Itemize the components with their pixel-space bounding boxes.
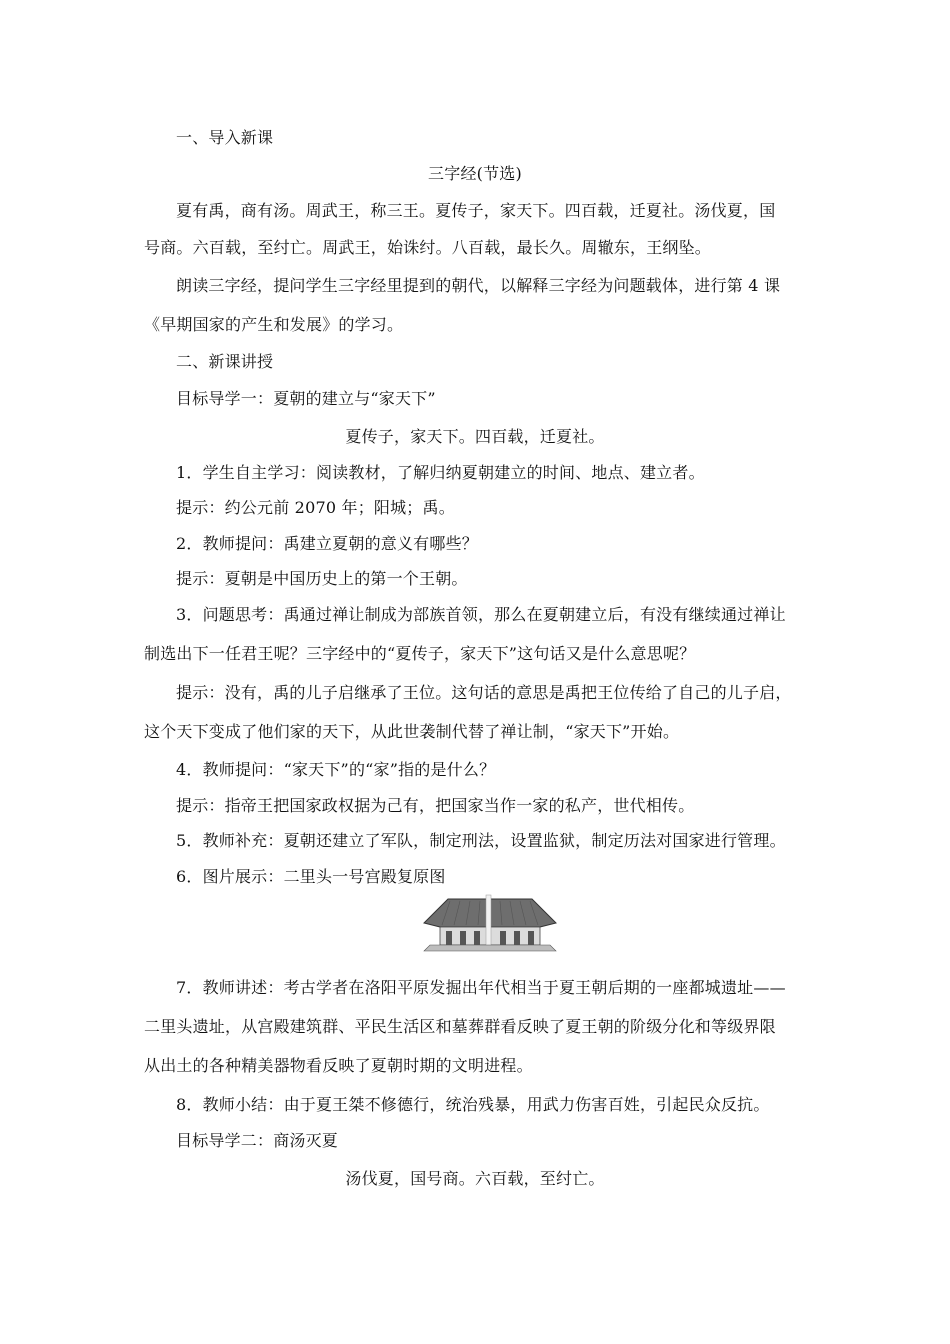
- item-8-summary: 8．教师小结：由于夏王桀不修德行，统治残暴，用武力伤害百姓，引起民众反抗。: [176, 1095, 770, 1114]
- item-1-hint: 提示：约公元前 2070 年；阳城；禹。: [176, 498, 455, 517]
- section-heading-new-lesson: 二、新课讲授: [176, 352, 274, 371]
- item-2-hint: 提示：夏朝是中国历史上的第一个王朝。: [176, 569, 468, 588]
- poem-line-2: 号商。六百载，至纣亡。周武王，始诛纣。八百载，最长久。周辙东，王纲坠。: [144, 238, 712, 257]
- item-6-image-caption: 6．图片展示：二里头一号宫殿复原图: [176, 867, 446, 886]
- poem-quote-2: 汤伐夏，国号商。六百载，至纣亡。: [345, 1169, 605, 1188]
- palace-reconstruction-image: [420, 893, 560, 953]
- section-heading-intro: 一、导入新课: [176, 128, 274, 147]
- objective-heading-1: 目标导学一：夏朝的建立与“家天下”: [176, 389, 436, 408]
- item-1-question: 1．学生自主学习：阅读教材，了解归纳夏朝建立的时间、地点、建立者。: [176, 463, 705, 482]
- item-7-narration-cont-2: 从出土的各种精美器物看反映了夏朝时期的文明进程。: [144, 1056, 533, 1075]
- paragraph-read-poem-cont: 《早期国家的产生和发展》的学习。: [144, 315, 404, 334]
- objective-heading-2: 目标导学二：商汤灭夏: [176, 1131, 339, 1150]
- item-3-hint-cont: 这个天下变成了他们家的天下，从此世袭制代替了禅让制，“家天下”开始。: [144, 722, 680, 741]
- item-3-question-cont: 制选出下一任君王呢？三字经中的“夏传子，家天下”这句话又是什么意思呢？: [144, 644, 696, 663]
- item-5-supplement: 5．教师补充：夏朝还建立了军队，制定刑法，设置监狱，制定历法对国家进行管理。: [176, 831, 786, 850]
- item-4-question: 4．教师提问：“家天下”的“家”指的是什么？: [176, 760, 496, 779]
- paragraph-read-poem: 朗读三字经，提问学生三字经里提到的朝代，以解释三字经为问题载体，进行第 4 课: [176, 276, 781, 295]
- item-4-hint: 提示：指帝王把国家政权据为己有，把国家当作一家的私产，世代相传。: [176, 796, 695, 815]
- poem-title: 三字经(节选): [428, 164, 522, 183]
- palace-platform: [424, 945, 556, 951]
- item-3-hint: 提示：没有，禹的儿子启继承了王位。这句话的意思是禹把王位传给了自己的儿子启，: [176, 683, 792, 702]
- palace-pillar: [486, 895, 491, 947]
- poem-quote-1: 夏传子，家天下。四百载，迁夏社。: [345, 427, 605, 446]
- poem-line-1: 夏有禹，商有汤。周武王，称三王。夏传子，家天下。四百载，迁夏社。汤伐夏，国: [176, 201, 776, 220]
- item-7-narration: 7．教师讲述：考古学者在洛阳平原发掘出年代相当于夏王朝后期的一座都城遗址——: [176, 978, 786, 997]
- item-3-question: 3．问题思考：禹通过禅让制成为部族首领，那么在夏朝建立后，有没有继续通过禅让: [176, 605, 786, 624]
- item-2-question: 2．教师提问：禹建立夏朝的意义有哪些？: [176, 534, 478, 553]
- item-7-narration-cont-1: 二里头遗址，从宫殿建筑群、平民生活区和墓葬群看反映了夏王朝的阶级分化和等级界限: [144, 1017, 776, 1036]
